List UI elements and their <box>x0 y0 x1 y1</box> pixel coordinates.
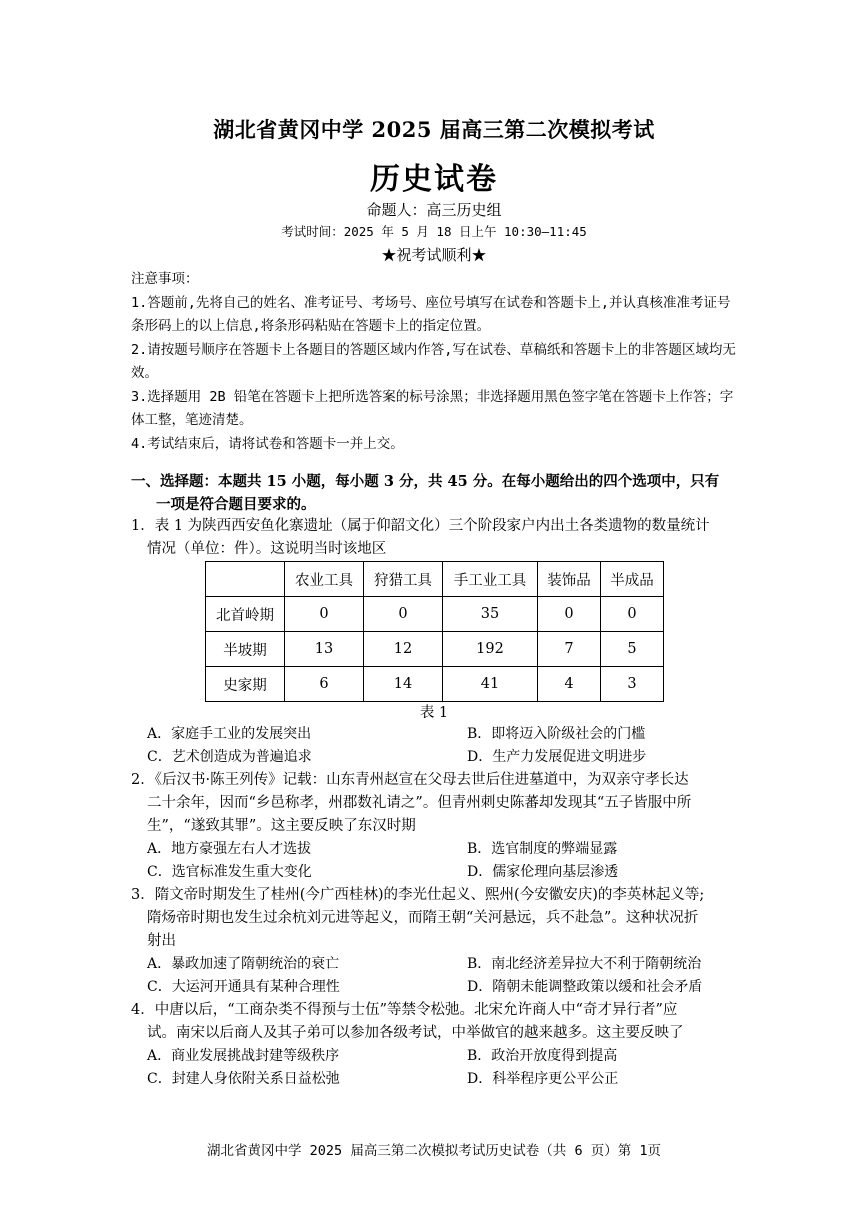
subject-title: 历史试卷 <box>370 162 498 197</box>
section-heading <box>131 470 743 516</box>
table-cell: 14 <box>364 667 443 702</box>
exam-time: 考试时间：2025 年 5 月 18 日上午 10:30—11:45 <box>281 224 587 239</box>
table-cell: 半坡期 <box>206 632 285 667</box>
option-a: A．商业发展挑战封建等级秩序 <box>147 1048 340 1064</box>
exam-title: 湖北省黄冈中学 2025 届高三第二次模拟考试 <box>213 117 655 142</box>
option-a: A．家庭手工业的发展突出 <box>147 726 312 742</box>
table-row <box>206 667 664 702</box>
question-4 <box>131 999 743 1045</box>
option-a: A．地方豪强左右人才选拔 <box>147 841 312 857</box>
option-d: D．科举程序更公平公正 <box>467 1071 619 1087</box>
table-cell: 7 <box>538 632 601 667</box>
table-header-row <box>206 562 664 597</box>
option-b: B．即将迈入阶级社会的门槛 <box>467 726 646 742</box>
page-footer: 湖北省黄冈中学 2025 届高三第二次模拟考试历史试卷（共 6 页）第 1页 <box>207 1143 661 1159</box>
table-row <box>206 632 664 667</box>
data-table <box>205 561 664 702</box>
option-c: C．选官标准发生重大变化 <box>147 864 312 880</box>
note-item: 4.考试结束后，请将试卷和答题卡一并上交。 <box>131 435 404 452</box>
table-header-cell <box>206 562 285 597</box>
wish-line: ★祝考试顺利★ <box>381 246 487 264</box>
table-caption: 表 1 <box>419 705 449 721</box>
table-cell: 13 <box>285 632 364 667</box>
table-cell: 0 <box>285 597 364 632</box>
option-b: B．选官制度的弊端显露 <box>467 841 618 857</box>
section-line-2: 一项是符合题目要求的。 <box>156 496 316 513</box>
option-b: B．政治开放度得到提高 <box>467 1048 618 1064</box>
table-cell: 5 <box>601 632 664 667</box>
author-line: 命题人：高三历史组 <box>366 201 502 219</box>
table-cell: 0 <box>601 597 664 632</box>
table-header-cell: 狩猎工具 <box>364 562 443 597</box>
question-3-options <box>147 953 747 999</box>
table-cell: 35 <box>443 597 538 632</box>
question-text: 情况（单位：件）。这说明当时该地区 <box>147 541 387 557</box>
table-cell: 192 <box>443 632 538 667</box>
table-cell: 0 <box>538 597 601 632</box>
note-item: 3.选择题用 2B 铅笔在答题卡上把所选答案的标号涂黑；非选择题用黑色签字笔在答题卡上作答；字体工整，笔迹清楚。 <box>131 388 734 428</box>
note-item: 2.请按题号顺序在答题卡上各题目的答题区域内作答,写在试卷、草稿纸和答题卡上的非答题区域均无效。 <box>131 341 736 381</box>
question-text: 4．中唐以后，“工商杂类不得预与士伍”等禁令松弛。北宋允许商人中“奇才异行者”应 <box>131 1002 678 1018</box>
option-d: D．儒家伦理向基层渗透 <box>467 864 619 880</box>
section-line-1: 一、选择题：本题共 15 小题，每小题 3 分，共 45 分。在每小题给出的四个选项中，只有 <box>131 473 720 490</box>
question-text: 二十余年，因而“乡邑称孝，州郡数礼请之”。但青州刺史陈蕃却发现其“五子皆服中所 <box>147 795 692 811</box>
option-b: B．南北经济差异拉大不利于隋朝统治 <box>467 956 702 972</box>
question-text: 试。南宋以后商人及其子弟可以参加各级考试，中举做官的越来越多。这主要反映了 <box>147 1025 684 1041</box>
question-2-options <box>147 838 747 884</box>
note-item: 1.答题前,先将自己的姓名、准考证号、考场号、座位号填写在试卷和答题卡上,并认真核准准考证号条形码上的以上信息,将条形码粘贴在答题卡上的指定位置。 <box>131 294 731 334</box>
question-text: 生”，“遂致其罪”。这主要反映了东汉时期 <box>147 818 416 834</box>
table-cell: 4 <box>538 667 601 702</box>
question-text: 3．隋文帝时期发生了桂州(今广西桂林)的李光仕起义、熙州(今安徽安庆)的李英林起义等; <box>131 887 705 903</box>
question-1-options <box>147 723 747 769</box>
question-4-options <box>147 1045 747 1091</box>
question-text: 射出 <box>147 933 176 949</box>
notes-block <box>131 268 741 456</box>
question-text: 隋炀帝时期也发生过余杭刘元进等起义，而隋王朝“关河悬远，兵不赴急”。这种状况折 <box>147 910 699 926</box>
table-cell: 3 <box>601 667 664 702</box>
option-c: C．封建人身依附关系日益松弛 <box>147 1071 340 1087</box>
option-c: C．艺术创造成为普遍追求 <box>147 749 312 765</box>
table-header-cell: 手工业工具 <box>443 562 538 597</box>
question-3 <box>131 884 743 953</box>
notes-heading: 注意事项： <box>131 271 199 287</box>
table-cell: 北首岭期 <box>206 597 285 632</box>
option-d: D．生产力发展促进文明进步 <box>467 749 647 765</box>
option-a: A．暴政加速了隋朝统治的衰亡 <box>147 956 340 972</box>
option-c: C．大运河开通具有某种合理性 <box>147 979 340 995</box>
option-d: D．隋朝未能调整政策以缓和社会矛盾 <box>467 979 703 995</box>
table-cell: 6 <box>285 667 364 702</box>
table-cell: 0 <box>364 597 443 632</box>
table-header-cell: 半成品 <box>601 562 664 597</box>
table-header-cell: 农业工具 <box>285 562 364 597</box>
table-header-cell: 装饰品 <box>538 562 601 597</box>
table-cell: 史家期 <box>206 667 285 702</box>
question-1 <box>131 515 743 561</box>
table-cell: 41 <box>443 667 538 702</box>
question-text: 2．《后汉书·陈王列传》记载：山东青州赵宣在父母去世后住进墓道中，为双亲守孝长达 <box>131 772 689 788</box>
question-2 <box>131 769 743 838</box>
table-cell: 12 <box>364 632 443 667</box>
question-text: 1．表 1 为陕西西安鱼化寨遗址（属于仰韶文化）三个阶段家户内出土各类遗物的数量统计 <box>131 518 710 534</box>
table-row <box>206 597 664 632</box>
